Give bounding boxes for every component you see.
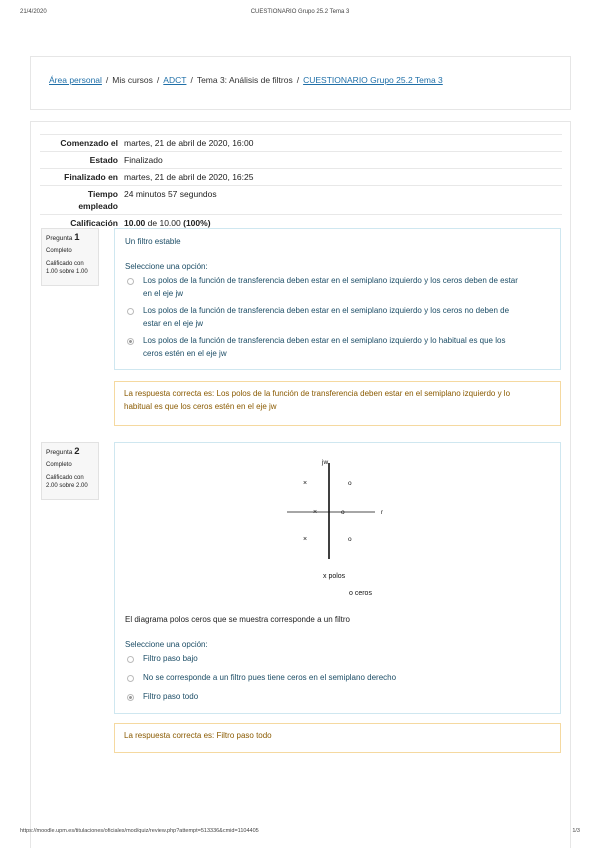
- question-score-line: Calificado con: [46, 260, 84, 267]
- radio-button[interactable]: [127, 278, 134, 285]
- question-info-1: [41, 228, 99, 286]
- summary-value: martes, 21 de abril de 2020, 16:00: [124, 138, 254, 148]
- summary-label: Calificación: [70, 218, 118, 228]
- question-info-2: [41, 442, 99, 500]
- question-text: Un filtro estable: [125, 237, 181, 246]
- radio-button-checked[interactable]: [127, 338, 134, 345]
- breadcrumb-separator: /: [296, 75, 300, 85]
- summary-label: [40, 188, 124, 212]
- option-label-line: estar en el eje jw: [143, 318, 204, 328]
- print-date: 21/4/2020: [20, 9, 47, 15]
- correct-answer-feedback-2: [114, 723, 561, 753]
- option-label: Filtro paso bajo: [143, 654, 198, 663]
- summary-row-started: [40, 134, 562, 151]
- zero-marker: o: [348, 536, 352, 543]
- question-number: [46, 232, 94, 243]
- answer-option[interactable]: [127, 653, 198, 666]
- question-text: El diagrama polos ceros que se muestra corresponde a un filtro: [125, 615, 351, 624]
- option-label-line: Los polos de la función de transferencia deben estar en el semiplano izquierdo y los ceros no deben de: [143, 306, 510, 315]
- option-label-line: Los polos de la función de transferencia deben estar en el semiplano izquierdo y lo habitual es que los: [143, 336, 506, 345]
- feedback-line: habitual es que los ceros estén en el eje jw: [124, 401, 277, 411]
- grade-score: 10.00: [124, 218, 146, 228]
- summary-label-line: Tiempo: [87, 189, 118, 199]
- summary-label: Finalizado en: [64, 172, 118, 182]
- question-score: [46, 260, 94, 277]
- question-content-2: [114, 442, 561, 714]
- correct-answer-feedback-1: [114, 381, 561, 426]
- breadcrumb-container: [30, 56, 571, 110]
- option-label-line: ceros estén en el eje jw: [143, 348, 227, 358]
- breadcrumb-item-topic: Tema 3: Análisis de filtros: [196, 75, 293, 85]
- summary-label-line: empleado: [78, 201, 118, 211]
- radio-button[interactable]: [127, 656, 134, 663]
- summary-label: Estado: [89, 155, 118, 165]
- pole-marker: ×: [303, 480, 308, 487]
- quiz-review: [30, 121, 571, 848]
- axis-label-jw: jw: [322, 459, 329, 466]
- question-number-value: 2: [74, 446, 80, 457]
- radio-button[interactable]: [127, 308, 134, 315]
- legend-zeros: o ceros: [349, 590, 372, 597]
- question-score-line: Calificado con: [46, 474, 84, 481]
- print-page-number: 1/3: [572, 828, 580, 834]
- option-label: [143, 335, 505, 360]
- answer-prompt: Seleccione una opción:: [125, 640, 208, 649]
- summary-value: martes, 21 de abril de 2020, 16:25: [124, 172, 254, 182]
- option-label: Filtro paso todo: [143, 692, 199, 701]
- summary-row-finished: [40, 168, 562, 185]
- option-label-line: en el eje jw: [143, 288, 184, 298]
- feedback-line: La respuesta correcta es: Filtro paso todo: [124, 731, 272, 740]
- question-number: [46, 446, 94, 457]
- breadcrumb: [49, 75, 443, 85]
- radio-button[interactable]: [127, 675, 134, 682]
- grade-percent: (100%): [183, 218, 211, 228]
- question-status: Completo: [46, 462, 72, 468]
- question-score-line: 2.00 sobre 2.00: [46, 483, 88, 489]
- zero-marker: o: [341, 509, 345, 516]
- print-url: https://moodle.upm.es/titulaciones/oficiales/mod/quiz/review.php?attempt=513336&cmid=1104405: [20, 828, 259, 834]
- attempt-summary-table: [40, 134, 562, 231]
- print-title: CUESTIONARIO Grupo 25.2 Tema 3: [250, 9, 350, 15]
- zero-marker: o: [348, 480, 352, 487]
- answer-option[interactable]: [127, 275, 518, 300]
- answer-prompt: Seleccione una opción:: [125, 262, 208, 271]
- breadcrumb-item-mis-cursos: Mis cursos: [112, 75, 153, 85]
- summary-value: 24 minutos 57 segundos: [124, 189, 217, 199]
- radio-button-checked[interactable]: [127, 694, 134, 701]
- option-label-line: Los polos de la función de transferencia deben estar en el semiplano izquierdo y los ceros deben de estar: [143, 276, 518, 285]
- summary-row-state: [40, 151, 562, 168]
- question-score-line: 1.00 sobre 1.00: [46, 269, 88, 275]
- grade-of: de 10.00: [147, 218, 181, 228]
- summary-value: Finalizado: [124, 155, 163, 165]
- summary-row-time: [40, 185, 562, 214]
- pole-marker: ×: [303, 536, 308, 543]
- feedback-line: La respuesta correcta es: Los polos de la función de transferencia deben estar en el semiplano izquierdo y lo: [124, 389, 511, 398]
- question-label: Pregunta: [46, 235, 73, 242]
- axis-label-r: r: [381, 510, 383, 516]
- pole-marker: ×: [313, 509, 318, 516]
- option-label: [143, 305, 509, 330]
- question-number-value: 1: [74, 232, 80, 243]
- question-score: [46, 474, 94, 491]
- breadcrumb-link-course[interactable]: ADCT: [163, 75, 187, 85]
- legend-poles: x polos: [323, 573, 346, 580]
- question-content-1: [114, 228, 561, 370]
- question-label: Pregunta: [46, 449, 73, 456]
- breadcrumb-separator: /: [105, 75, 109, 85]
- answer-option[interactable]: [127, 305, 509, 330]
- answer-option[interactable]: [127, 672, 396, 685]
- breadcrumb-separator: /: [156, 75, 160, 85]
- pole-zero-diagram: [273, 451, 393, 601]
- breadcrumb-link-quiz[interactable]: CUESTIONARIO Grupo 25.2 Tema 3: [303, 75, 443, 85]
- question-status: Completo: [46, 248, 72, 254]
- print-header: [20, 9, 580, 19]
- breadcrumb-link-area-personal[interactable]: Área personal: [49, 75, 102, 85]
- breadcrumb-separator: /: [190, 75, 193, 85]
- answer-option-selected[interactable]: [127, 335, 505, 360]
- option-label: [143, 275, 518, 300]
- answer-option-selected[interactable]: [127, 691, 198, 704]
- summary-label: Comenzado el: [60, 138, 118, 148]
- print-footer: [20, 828, 580, 838]
- option-label: No se corresponde a un filtro pues tiene ceros en el semiplano derecho: [143, 673, 397, 682]
